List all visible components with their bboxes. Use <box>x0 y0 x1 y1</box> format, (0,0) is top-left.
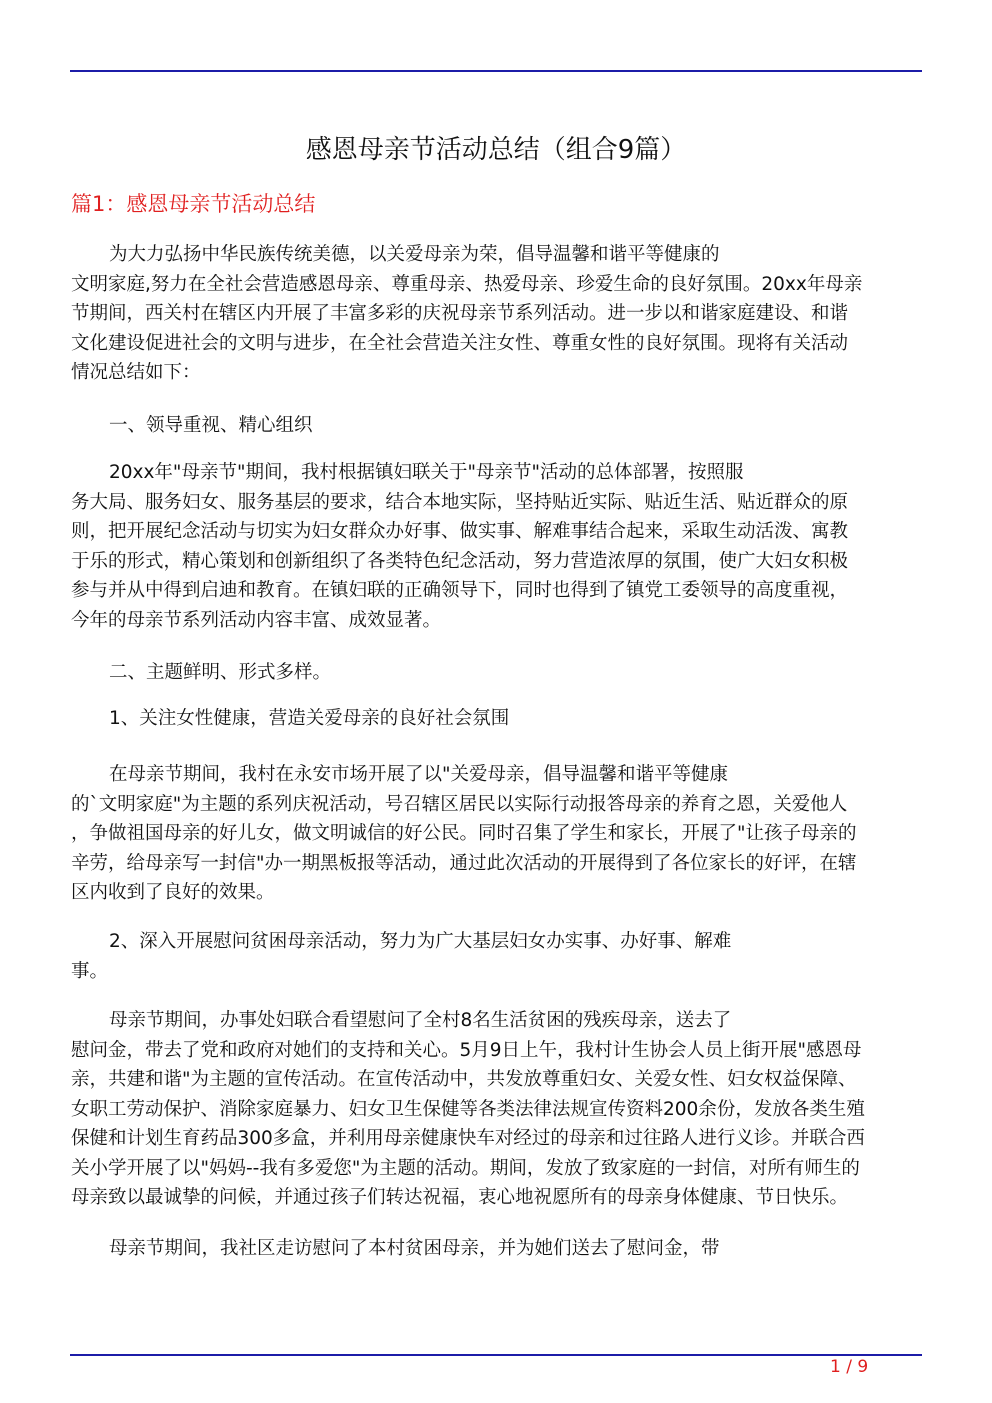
paragraph-line: 母亲节期间，办事处妇联合看望慰问了全村8名生活贫困的残疾母亲，送去了 <box>109 1010 732 1031</box>
paragraph-line: 文明家庭,努力在全社会营造感恩母亲、尊重母亲、热爱母亲、珍爱生命的良好氛围。20xx年母亲 <box>71 273 863 295</box>
paragraph-line: 亲，共建和谐"为主题的宣传活动。在宣传活动中，共发放尊重妇女、关爱女性、妇女权益保障、 <box>71 1069 857 1090</box>
paragraph <box>71 240 921 388</box>
paragraph-line: 母亲节期间，我社区走访慰问了本村贫困母亲，并为她们送去了慰问金，带 <box>109 1238 720 1259</box>
paragraph-line: 区内收到了良好的效果。 <box>71 882 275 903</box>
paragraph-line: 一、领导重视、精心组织 <box>109 415 313 436</box>
paragraph-line: 节期间，西关村在辖区内开展了丰富多彩的庆祝母亲节系列活动。进一步以和谐家庭建设、和谐 <box>71 303 849 324</box>
paragraph-line: 文化建设促进社会的文明与进步，在全社会营造关注女性、尊重女性的良好氛围。现将有关活动 <box>71 332 849 354</box>
paragraph-line: 女职工劳动保护、消除家庭暴力、妇女卫生保健等各类法律法规宣传资料200余份，发放各类生殖 <box>71 1098 865 1120</box>
paragraph-line: 2、深入开展慰问贫困母亲活动，努力为广大基层妇女办实事、办好事、解难 <box>109 931 732 952</box>
paragraph-line: 则，把开展纪念活动与切实为妇女群众办好事、做实事、解难事结合起来，采取生动活泼、寓教 <box>71 521 849 542</box>
paragraph <box>71 1006 921 1213</box>
page-number: 1 / 9 <box>830 1357 869 1377</box>
paragraph-line: 1、关注女性健康，营造关爱母亲的良好社会氛围 <box>109 708 510 729</box>
paragraph-line: 为大力弘扬中华民族传统美德，以关爱母亲为荣，倡导温馨和谐平等健康的 <box>109 244 720 265</box>
paragraph <box>71 458 921 635</box>
paragraph-line: 母亲致以最诚挚的问候，并通过孩子们转达祝福，衷心地祝愿所有的母亲身体健康、节日快乐。 <box>71 1187 849 1208</box>
paragraph <box>71 411 921 441</box>
section-heading: 篇1：感恩母亲节活动总结 <box>71 192 316 216</box>
paragraph <box>71 760 921 908</box>
paragraph-line: 的`文明家庭"为主题的系列庆祝活动，号召辖区居民以实际行动报答母亲的养育之恩，关爱他人 <box>71 793 848 815</box>
footer-rule <box>70 1354 922 1356</box>
header-rule <box>70 70 922 72</box>
paragraph-line: 慰问金，带去了党和政府对她们的支持和关心。5月9日上午，我村计生协会人员上街开展"感恩母 <box>71 1039 862 1061</box>
document-title: 感恩母亲节活动总结（组合9篇） <box>305 135 687 165</box>
paragraph-line: 务大局、服务妇女、服务基层的要求，结合本地实际，坚持贴近实际、贴近生活、贴近群众的原 <box>71 491 849 513</box>
paragraph-line: ，争做祖国母亲的好儿女，做文明诚信的好公民。同时召集了学生和家长，开展了"让孩子母亲的 <box>71 823 857 844</box>
paragraph <box>71 658 921 688</box>
paragraph-line: 辛劳，给母亲写一封信"办一期黑板报等活动，通过此次活动的开展得到了各位家长的好评，在辖 <box>71 852 857 874</box>
paragraph <box>71 927 921 986</box>
paragraph-line: 于乐的形式，精心策划和创新组织了各类特色纪念活动，努力营造浓厚的氛围，使广大妇女积极 <box>71 550 849 572</box>
paragraph <box>71 704 921 734</box>
paragraph-line: 在母亲节期间，我村在永安市场开展了以"关爱母亲，倡导温馨和谐平等健康 <box>109 764 729 785</box>
paragraph-line: 二、主题鲜明、形式多样。 <box>109 662 332 683</box>
paragraph-line: 参与并从中得到启迪和教育。在镇妇联的正确领导下，同时也得到了镇党工委领导的高度重视， <box>71 580 849 601</box>
paragraph-line: 情况总结如下： <box>71 362 201 383</box>
paragraph-line: 保健和计划生育药品300多盒，并利用母亲健康快车对经过的母亲和过往路人进行义诊。并联合西 <box>71 1128 865 1149</box>
paragraph-line: 20xx年"母亲节"期间，我村根据镇妇联关于"母亲节"活动的总体部署，按照服 <box>109 462 744 483</box>
paragraph <box>71 1234 921 1264</box>
paragraph-line: 事。 <box>71 960 109 982</box>
paragraph-line: 今年的母亲节系列活动内容丰富、成效显著。 <box>71 609 442 631</box>
paragraph-line: 关小学开展了以"妈妈--我有多爱您"为主题的活动。期间，发放了致家庭的一封信，对所有师生的 <box>71 1157 860 1179</box>
